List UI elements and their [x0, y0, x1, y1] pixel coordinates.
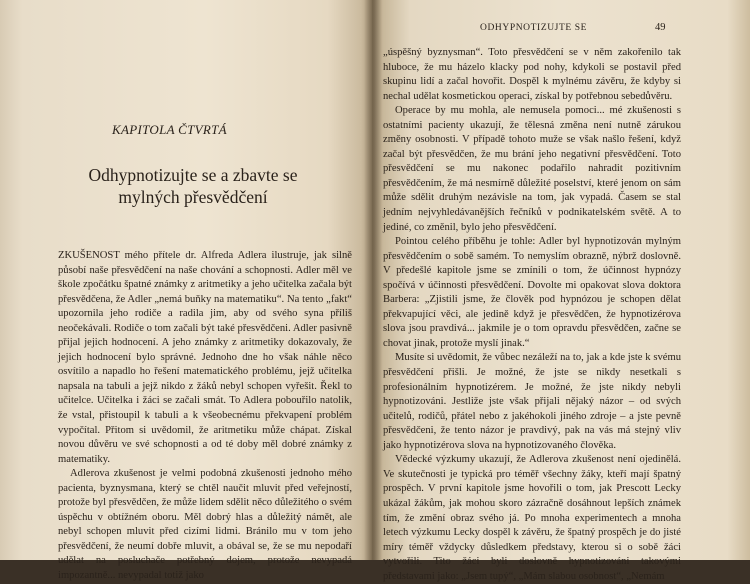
paragraph: Operace by mu mohla, ale nemusela pomoci... mé zkušenosti s ostatními pacienty ukazují, že tělesná změna není nutně zárukou změny osobnosti. V případě tohoto muže se však našlo řešení, když začal být přesvědčen, že mu brání jeho negativní přesvědčení. Toto přesvědčení se mu nakonec podařilo nahradit pozitivním přesvědčením, že má nesmírně důležité poselství, které jenom on sám může sdělit druhým nezávisle na tom, jak vypadá. Časem se stal jedním nejvyhledávanějších řečníků v podnikatelském světě. A to jediné, co změnil, bylo jeho přesvědčení.: [383, 105, 681, 233]
paragraph: Vědecké výzkumy ukazují, že Adlerova zkušenost není ojedinělá. Ve skutečnosti je typická pro téměř všechny žáky, kteří mají špatný prospěch. V první kapitole jsme hovořili o tom, jak Prescott Lecky ukázal žákům, jak mohou skoro zázračně dosáhnout lepších známek tím, že změní obraz svého já. Po mnoha experimentech a mnoha letech výzkumu Lecky dospěl k závěru, že špatný prospěch je do jisté míry téměř vždycky důsledkem představy, kterou si o sobě žáci vytvořili. Tito žáci byli doslovně hypnotizováni takovými představami jako: „Jsem tupý“, „Mám slabou osobnost“, „Nemám: [383, 454, 681, 582]
chapter-title-line-1: Odhypnotizujte se a zbavte se: [88, 165, 298, 185]
paragraph: „úspěšný byznysman“. Toto přesvědčení se v něm zakořenilo tak hluboce, že mu házelo klacky pod nohy, kdykoli se postavil před skupinu lidí a začal hovořit. Dospěl k mylnému závěru, že kdyby si nechal udělat kosmetickou operaci, získal by potřebnou sebedůvěru.: [383, 47, 681, 102]
left-body-text: [58, 249, 352, 584]
paragraph: Adlerova zkušenost je velmi podobná zkušenosti jednoho mého pacienta, byznysmana, který se chtěl naučit mluvit před veřejností, protože byl přesvědčen, že může lidem sdělit něco důležitého o svém úspěchu v obtížném oboru. Měl dobrý hlas a důležitý námět, ale nebyl schopen mluvit před cizími lidmi. Bránilo mu v tom jeho přesvědčení, že neumí dobře mluvit, a obával se, že se mu nepodaří udělat na posluchače potřebný dojem, protože nevypadá impozantně... nevypadal totiž jako: [58, 468, 352, 582]
paragraph: ZKUŠENOST mého přítele dr. Alfreda Adlera ilustruje, jak silně působí naše přesvědčení na naše chování a schopnosti. Adler měl ve škole zpočátku špatné známky z aritmetiky a jeho učitelka začala být přesvědčena, že Adler „nemá buňky na matematiku“. Na tento „fakt“ upozornila jeho rodiče a radila jim, aby od svého syna příliš neočekávali. Rodiče o tom začali být také přesvědčeni. Adler pasivně přijal jejich hodnocení. A jeho známky z aritmetiky dokazovaly, že jejich hodnocení bylo správné. Jednoho dne ho však náhle něco osvítilo a napadlo ho řešení matematického problému, jejž učitelka napsala na tabuli a jejž nikdo z žáků nebyl schopen vyřešit. Řekl to učitelce. Učitelka i žáci se začali smát. To Adlera pobouřilo natolik, že vstal, přistoupil k tabuli a k všeobecnému překvapení problém vypočítal. Přitom si uvědomil, že aritmetiku může chápat. Získal novou důvěru ve své schopnosti a od té doby měl dobré známky z matematiky.: [58, 250, 352, 465]
paragraph: Musíte si uvědomit, že vůbec nezáleží na to, jak a kde jste k svému přesvědčení přišli. Je možné, že jste se nikdy nesetkali s profesionálním hypnotizérem. Je možné, že jste nikdy nebyli hypnotizováni. Jestliže jste však přijali nějaký názor – od svých učitelů, rodičů, přátel nebo z jakéhokoli jiného zdroje – a jste pevně přesvědčeni, že tento názor je pravdivý, pak na vás má stejný vliv jako hypnotizérova slova na hypnotizovaného člověka.: [383, 352, 681, 451]
chapter-title-line-2: mylných přesvědčení: [118, 187, 268, 207]
running-head: ODHYPNOTIZUJTE SE: [480, 23, 588, 33]
right-page: [372, 0, 750, 582]
right-body-text: [383, 46, 681, 584]
paragraph: Pointou celého příběhu je tohle: Adler byl hypnotizován mylným přesvědčením o sobě samém. To nemyslím obrazně, nýbrž doslovně. V předešlé kapitole jsme se zmínili o tom, že účinnost hypnózy spočívá v účinnosti přesvědčení. Dovolte mi opakovat slova doktora Barbera: „Zjistili jsme, že člověk pod hypnózou je schopen dělat překvapující věci, ale jedině když je přesvědčen, že hypnotizérova slova jsou pravdivá... jakmile je o tom opravdu přesvědčen, začne se chovat jinak, protože myslí jinak.“: [383, 236, 681, 349]
book-gutter-shadow: [364, 0, 382, 560]
left-page: [0, 0, 372, 582]
page-number: 49: [655, 22, 666, 33]
chapter-label: KAPITOLA ČTVRTÁ: [112, 122, 227, 137]
chapter-title: [78, 164, 308, 208]
